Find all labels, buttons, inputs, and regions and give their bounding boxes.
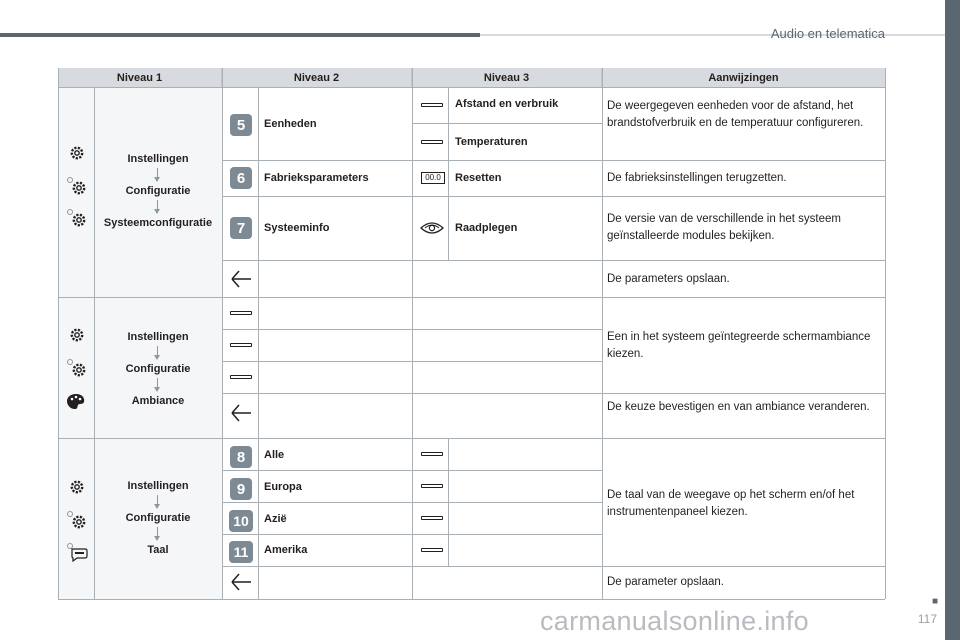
back-arrow-icon [229,269,253,289]
badge-5: 5 [230,114,252,136]
watermark: carmanualsonline.info [540,606,809,636]
desc-fabrieksparameters: De fabrieksinstellingen terugzetten. [607,172,787,184]
desc-systeeminfo: De versie van de verschillende in het systeem geïnstalleerde modules bekijken. [607,213,841,242]
level3-afstand: Afstand en verbruik [455,98,559,110]
chain-item: Instellingen [127,331,189,343]
level2-alle: Alle [264,449,285,461]
desc-taal: De taal van de weegave op het scherm en/of het instrumentenpaneel kiezen. [607,489,855,518]
level1-chain-taal [94,479,222,558]
bar-icon [421,548,443,552]
level2-amerika: Amerika [264,544,308,556]
chain-item: Taal [147,544,169,556]
badge-8: 8 [230,446,252,468]
badge-7: 7 [230,217,252,239]
side-tab [945,0,960,640]
chain-item: Configuratie [125,512,191,524]
desc-ambiance-confirm: De keuze bevestigen en van ambiance veranderen. [607,401,870,413]
chain-item: Ambiance [131,395,185,407]
chain-arrow [94,526,222,543]
bar-icon [421,484,443,488]
badge-9: 9 [230,478,252,500]
level2-azie: Azië [264,513,287,525]
level3-raadplegen: Raadplegen [455,222,518,234]
header-aanwijzingen: Aanwijzingen [602,68,885,87]
level2-fabrieksparameters: Fabrieksparameters [264,172,369,184]
level2-systeeminfo: Systeeminfo [264,222,330,234]
bar-icon [230,375,252,379]
chain-item: Configuratie [125,363,191,375]
header-niveau-3: Niveau 3 [412,68,602,87]
desc-eenheden: De weergegeven eenheden voor de afstand, het brandstofverbruik en de temperatuur configureren. [607,100,864,129]
page-marker: ■ [931,596,938,607]
level1-chain-ambiance [94,330,222,409]
section-title: Audio en telematica [770,26,885,41]
chain-item: Configuratie [125,185,191,197]
chain-arrow [94,345,222,362]
bar-icon [421,516,443,520]
desc-opslaan: De parameters opslaan. [607,273,730,285]
gear-icon [68,144,86,162]
bar-icon [230,343,252,347]
badge-11: 11 [229,541,253,563]
gear-settings-icon [66,358,88,380]
page-number: 117 [917,612,937,626]
level3-temperaturen: Temperaturen [455,136,528,148]
level2-eenheden: Eenheden [264,118,317,130]
chain-arrow [94,494,222,511]
speech-bubble-icon [66,542,88,562]
back-arrow-icon [229,403,253,423]
bar-icon [421,452,443,456]
desc-ambiance: Een in het systeem geïntegreerde schermambiance kiezen. [607,331,871,360]
badge-10: 10 [229,510,253,532]
bar-icon [421,140,443,144]
level3-resetten: Resetten [455,172,502,184]
chain-arrow [94,199,222,216]
top-rule [0,33,480,37]
chain-arrow [94,377,222,394]
chain-item: Instellingen [127,480,189,492]
chain-item: Systeemconfiguratie [103,217,213,229]
chain-item: Instellingen [127,153,189,165]
header-niveau-2: Niveau 2 [222,68,412,87]
bar-icon [230,311,252,315]
desc-taal-opslaan: De parameter opslaan. [607,576,724,588]
gear-settings-icon [66,176,88,198]
palette-icon [66,392,86,410]
gear-icon [68,326,86,344]
gear-settings-icon [66,208,88,230]
header-niveau-1: Niveau 1 [58,68,222,87]
level2-europa: Europa [264,481,302,493]
reset-display-icon: 00.0 [421,172,445,184]
gear-settings-icon [66,510,88,532]
level1-chain-systeem [94,152,222,231]
badge-6: 6 [230,167,252,189]
back-arrow-icon [229,572,253,592]
chain-arrow [94,167,222,184]
gear-icon [68,478,86,496]
eye-icon [420,220,444,236]
bar-icon [421,103,443,107]
